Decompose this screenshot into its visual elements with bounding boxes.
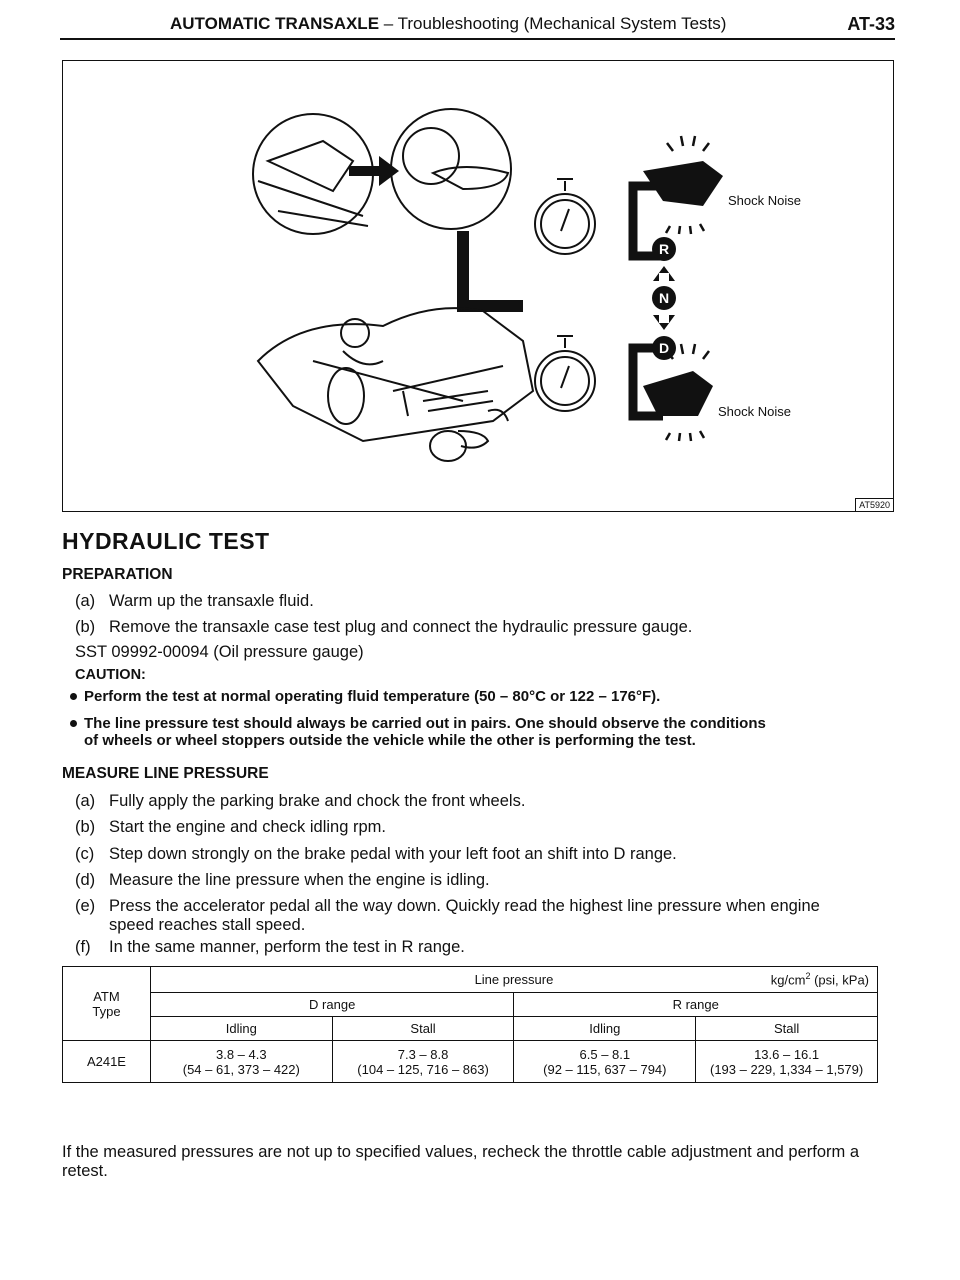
d-range-header: D range [150,993,514,1017]
figure-code: AT5920 [855,498,893,511]
r-stall-header: Stall [696,1017,878,1041]
measure-heading: MEASURE LINE PRESSURE [62,765,269,782]
r-range-header: R range [514,993,878,1017]
footer-note: If the measured pressures are not up to specified values, recheck the throttle cable adjustment and perform a retest. [62,1143,860,1180]
measure-step-b: (b) Start the engine and check idling rpm. [75,818,386,836]
transmission-icon [643,371,713,416]
measure-step-d: (d) Measure the line pressure when the engine is idling. [75,871,490,889]
model-cell: A241E [63,1041,151,1083]
page-number: AT-33 [847,14,895,34]
d-idling-value: 3.8 – 4.3 (54 – 61, 373 – 422) [150,1041,332,1083]
test-illustration [63,61,893,511]
up-arrow-icon [653,266,675,281]
line-pressure-table [62,966,878,1083]
sst-line: SST 09992-00094 (Oil pressure gauge) [75,643,364,661]
stopwatch-icon [535,194,595,254]
car-icon [258,308,533,441]
caution-heading: CAUTION: [75,667,146,683]
gear-n-label: N [658,290,670,306]
shock-noise-label-top: Shock Noise [728,193,801,208]
measure-step-f: (f) In the same manner, perform the test in R range. [75,938,465,956]
r-idling-header: Idling [514,1017,696,1041]
transmission-icon [643,161,723,206]
line-pressure-header: Line pressure $kg/cm^2$ (psi, kPa) [150,967,877,993]
page-header [60,8,895,40]
r-stall-value: 13.6 – 16.1 (193 – 229, 1,334 – 1,579) [696,1041,878,1083]
r-idling-value: 6.5 – 8.1 (92 – 115, 637 – 794) [514,1041,696,1083]
prep-step-a: (a) Warm up the transaxle fluid. [75,592,314,610]
down-arrow-icon [653,315,675,330]
brake-lever-icon [258,141,368,226]
stopwatch-icon [535,351,595,411]
d-stall-value: 7.3 – 8.8 (104 – 125, 716 – 863) [332,1041,514,1083]
measure-step-a: (a) Fully apply the parking brake and chock the front wheels. [75,792,526,810]
atm-type-header: ATM Type [63,967,151,1041]
caution-item: The line pressure test should always be carried out in pairs. One should observe the conditions of wheels or wheel stoppers outside the vehicle while the other is performing the test. [70,715,766,749]
section-heading: HYDRAULIC TEST [62,528,270,554]
d-stall-header: Stall [332,1017,514,1041]
caution-item: Perform the test at normal operating fluid temperature (50 – 80°C or 122 – 176°F). [70,688,660,705]
gear-d-label: D [658,340,670,356]
prep-step-b: (b) Remove the transaxle case test plug and connect the hydraulic pressure gauge. [75,618,693,636]
shock-noise-label-bottom: Shock Noise [718,404,791,419]
d-idling-header: Idling [150,1017,332,1041]
measure-step-c: (c) Step down strongly on the brake pedal with your left foot an shift into D range. [75,845,677,863]
illustration-figure [62,60,894,512]
measure-step-e: (e) Press the accelerator pedal all the way down. Quickly read the highest line pressure when engine speed reaches stall speed. [75,897,820,934]
preparation-heading: PREPARATION [62,566,173,583]
sequence-arrow-icon [463,231,523,306]
header-title: AUTOMATIC TRANSAXLE – Troubleshooting (Mechanical System Tests) [170,14,727,33]
gear-r-label: R [658,241,670,257]
